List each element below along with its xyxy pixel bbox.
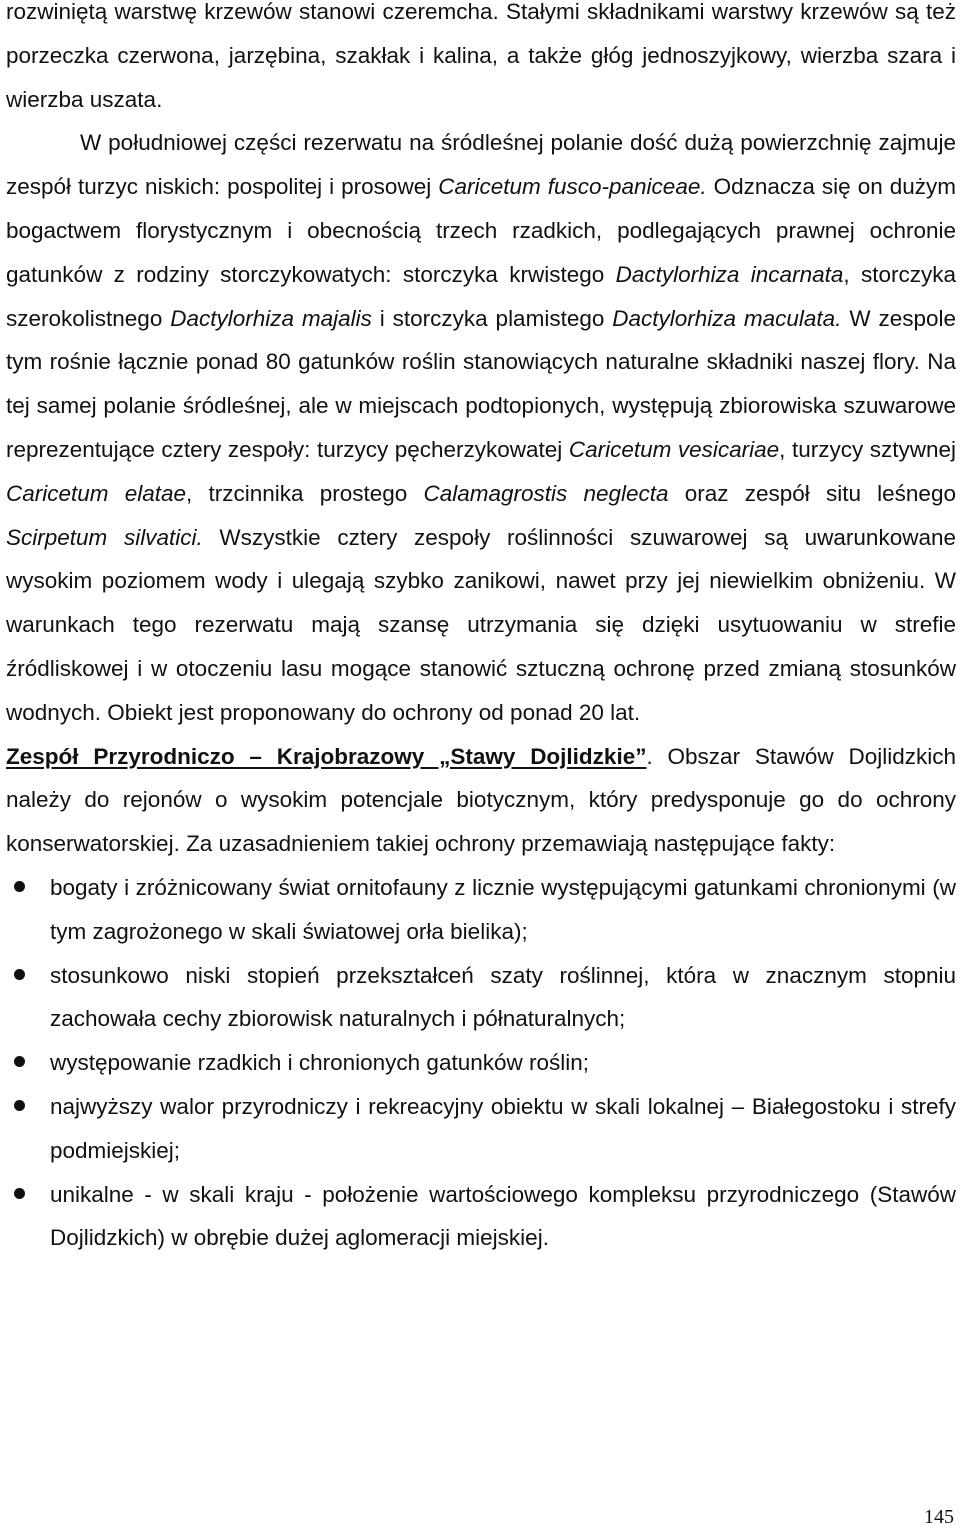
text-run: . Obszar Stawów Dojlidzkich należy do rejonów o wysokim potencjale biotycznym, który predysponuje go do ochrony konserwatorskiej. Za uzasadnieniem takiej ochrony przemawiają następujące fakty: <box>6 743 957 857</box>
bullet-icon <box>14 1188 25 1199</box>
list-item-text: unikalne - w skali kraju - położenie wartościowego kompleksu przyrodniczego (Stawów Dojlidzkich) w obrębie dużej aglomeracji miejskiej. <box>50 1181 956 1251</box>
list-item <box>6 866 956 954</box>
text-run: i storczyka plamistego <box>371 305 613 331</box>
bullet-icon <box>14 881 25 892</box>
text-run: Odznacza się on dużym bogactwem florystycznym i obecnością trzech rzadkich, podlegających prawnej ochronie gatunków z rodziny storczykowatych: storczyka krwistego <box>6 174 956 287</box>
latin-name: Caricetum elatae <box>6 480 187 506</box>
bullet-icon <box>14 1056 25 1067</box>
latin-name: Dactylorhiza incarnata <box>615 261 844 287</box>
latin-name: Dactylorhiza maculata. <box>612 305 842 331</box>
facts-list <box>6 866 956 1260</box>
bullet-icon <box>14 969 25 980</box>
paragraph-shrubs <box>6 0 956 121</box>
list-item <box>6 954 956 1042</box>
latin-name: Scirpetum silvatici. <box>6 524 203 550</box>
list-item-text: bogaty i zróżnicowany świat ornitofauny z licznie występującymi gatunkami chronionymi (w tym zagrożonego w skali światowej orła bielika); <box>50 874 956 944</box>
latin-name: Calamagrostis neglecta <box>423 480 669 506</box>
text-run: W zespole tym rośnie łącznie ponad 80 gatunków roślin stanowiących naturalne składniki naszej flory. Na tej samej polanie śródleśnej, ale w miejscach podtopionych, występują zbiorowiska szuwarowe reprezentujące cztery zespoły: turzycy pęcherzykowatej <box>6 305 956 462</box>
bullet-icon <box>14 1100 25 1111</box>
list-item <box>6 1085 956 1173</box>
text-run: , trzcinnika prostego <box>186 480 424 506</box>
latin-name: Caricetum fusco-paniceae. <box>438 174 707 200</box>
latin-name: Caricetum vesicariae <box>568 436 780 462</box>
list-item-text: występowanie rzadkich i chronionych gatunków roślin; <box>50 1050 590 1076</box>
list-item-text: stosunkowo niski stopień przekształceń szaty roślinnej, która w znacznym stopniu zachowała cechy zbiorowisk naturalnych i półnaturalnych; <box>50 962 956 1032</box>
latin-name: Dactylorhiza majalis <box>170 305 372 331</box>
text-run: , storczyka szerokolistnego <box>6 261 956 331</box>
paragraph-dojlidy-ponds <box>6 735 956 866</box>
text-run: W południowej części rezerwatu na śródleśnej polanie dość dużą powierzchnię zajmuje zespół turzyc niskich: pospolitej i prosowej <box>6 130 956 200</box>
list-item <box>6 1041 956 1085</box>
document-page <box>6 0 956 1260</box>
section-heading: Zespół Przyrodniczo – Krajobrazowy „Stawy Dojlidzkie” <box>6 743 647 769</box>
list-item <box>6 1173 956 1261</box>
text-run: , turzycy sztywnej <box>779 436 956 462</box>
paragraph-text: rozwiniętą warstwę krzewów stanowi czeremcha. Stałymi składnikami warstwy krzewów są też porzeczka czerwona, jarzębina, szakłak i kalina, a także głóg jednoszyjkowy, wierzba szara i wierzba uszata. <box>6 0 956 112</box>
text-run: Wszystkie cztery zespoły roślinności szuwarowej są uwarunkowane wysokim poziomem wody i ulegają szybko zanikowi, nawet przy jej niewielkim obniżeniu. W warunkach tego rezerwatu mają szansę utrzymania się dzięki usytuowaniu w strefie źródliskowej i w otoczeniu lasu mogące stanowić sztuczną ochronę przed zmianą stosunków wodnych. Obiekt jest proponowany do ochrony od ponad 20 lat. <box>6 524 956 725</box>
text-run: oraz zespół situ leśnego <box>668 480 956 506</box>
list-item-text: najwyższy walor przyrodniczy i rekreacyjny obiektu w skali lokalnej – Białegostoku i strefy podmiejskiej; <box>50 1093 956 1163</box>
page-number: 145 <box>924 1506 954 1528</box>
paragraph-sedge-meadow <box>6 121 956 734</box>
